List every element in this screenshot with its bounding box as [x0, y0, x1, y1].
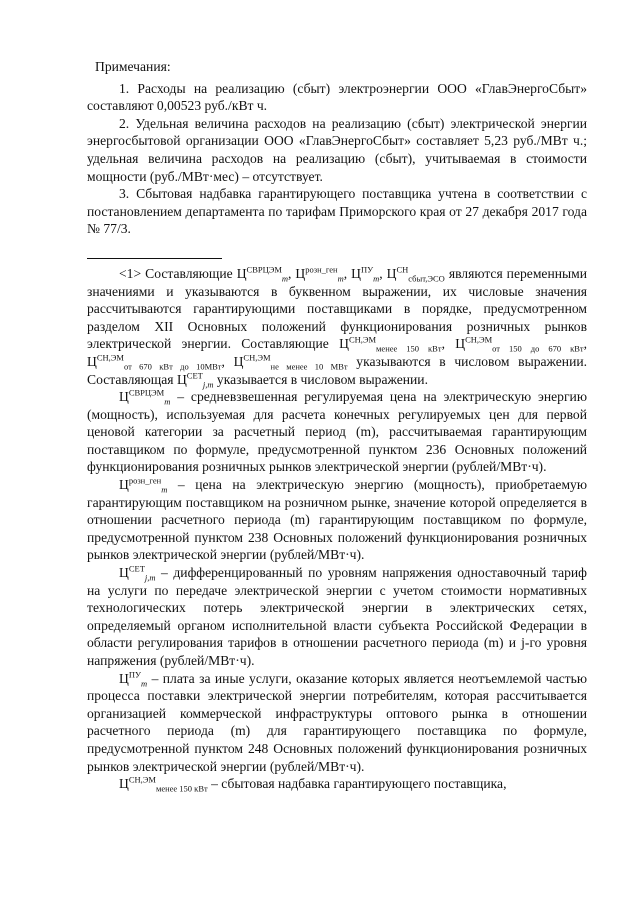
- symbol-sn-sbyt: $Ц^{СН}_{сбыт,ЭСО}$: [386, 264, 445, 284]
- footnote-paragraph-1: <1> Составляющие $Ц^{СВРЦЭМ}_m$, $Ц^{розн\_ген}_m$, $Ц^{ПУ}_m$, $Ц^{СН}_{сбыт,ЭСО}$ являются переменными значениями и указываются в буквенном выражении, их числовые значения рассчитываются гарантирующими поставщиками в порядке, предусмотренном разделом XII Основных положений функционирования розничных рынков электрической энергии. Составляющие $Ц^{СН,ЭМ}_{менее 150 кВт}$, $Ц^{СН,ЭМ}_{от 150 до 670 кВт}$, $Ц^{СН,ЭМ}_{от 670 кВт до 10МВт}$, $Ц^{СН,ЭМ}_{не менее 10 МВт}$ указываются в числовом выражении. Составляющая $Ц^{СЕТ}_{j,m}$ указывается в числовом выражении.: [87, 264, 588, 390]
- symbol-sn-lt150: $Ц^{СН,ЭМ}_{менее 150 кВт}$: [339, 334, 442, 355]
- p1-tail: указывается в числовом выражении.: [216, 371, 428, 387]
- footnote-marker: <1>: [119, 265, 142, 281]
- document-page: [87, 58, 587, 793]
- note-2: 2. Удельная величина расходов на реализацию (сбыт) электрической энергии энергосбытовой организации ООО «ГлавЭнергоСбыт» составляет 5,23 руб./МВт ч.; удельная величина расходов на реализацию (сбыт), учитываемая в стоимости мощности (руб./МВт·мес) – отсутствует.: [87, 115, 587, 184]
- notes-section: [87, 58, 587, 238]
- symbol-rozn-gen: $Ц^{розн\_ген}_m$: [295, 264, 344, 284]
- footnote-separator: [87, 258, 222, 259]
- symbol-rozn-def: $Ц^{розн\_ген}_m$: [119, 475, 168, 495]
- symbol-sn-150-670: $Ц^{СН,ЭМ}_{от 150 до 670 кВт}$: [455, 334, 584, 355]
- symbol-set: $Ц^{СЕТ}_{j,m}$: [176, 369, 214, 390]
- symbol-set-def: $Ц^{СЕТ}_{j,m}$: [119, 563, 156, 583]
- footnote-paragraph-set: [87, 564, 587, 670]
- set-definition: – дифференцированный по уровням напряжения одноставочный тариф на услуги по передаче электрической энергии с учетом стоимости нормативных технологических потерь электрической энергии в электрических сетях, определяемый органом исполнительной власти субъекта Российской Федерации в области регулирования тарифов в отношении расчетного периода (m) и j-го уровня напряжения (рублей/МВт·ч).: [87, 565, 587, 668]
- sn-definition: – сбытовая надбавка гарантирующего поставщика,: [211, 776, 507, 792]
- symbol-pu: $Ц^{ПУ}_m$: [351, 264, 380, 284]
- note-3: 3. Сбытовая надбавка гарантирующего поставщика учтена в соответствии с постановлением департамента по тарифам Приморского края от 27 декабря 2017 года № 77/3.: [87, 186, 587, 237]
- p1-mid: указываются в числовом выражении. Составляющая: [87, 353, 588, 387]
- svrcem-definition: – средневзвешенная регулируемая цена на электрическую энергию (мощность), используемая для расчета конечных регулируемых цен для первой ценовой категории за расчетный период (m), рассчитываемая гарантирующим поставщиком по формуле, предусмотренной пунктом 236 Основных положений функционирования розничных рынков электрической энергии (рублей/МВт·ч).: [87, 389, 587, 475]
- footnote-paragraph-pu: [87, 670, 587, 776]
- symbol-sn-ge10: $Ц^{СН,ЭМ}_{не менее 10 МВт}$: [233, 352, 348, 372]
- symbol-svrcem: $Ц^{СВРЦЭМ}_m$: [236, 264, 289, 284]
- symbol-svrcem-def: $Ц^{СВРЦЭМ}_m$: [119, 387, 171, 407]
- symbol-sn-def: $Ц^{СН,ЭМ}_{менее 150 кВт}$: [119, 774, 208, 794]
- footnote-paragraph-rozn: [87, 476, 587, 564]
- symbol-pu-def: $Ц^{ПУ}_m$: [119, 669, 148, 689]
- footnote-paragraph-svrcem: [87, 388, 587, 476]
- footnote-paragraph-sn: [87, 775, 587, 793]
- rozn-definition: – цена на электрическую энергию (мощность), приобретаемую гарантирующим поставщиком на розничном рынке, значение которой определяется в отношении расчетного периода (m) гарантирующим поставщиком по формуле, предусмотренной пунктом 238 Основных положений функционирования розничных рынков электрической энергии (рублей/МВт·ч).: [87, 477, 587, 563]
- pu-definition: – плата за иные услуги, оказание которых является неотъемлемой частью процесса поставки электрической энергии потребителям, которая рассчитывается организацией коммерческой инфраструктуры оптового рынка в отношении расчетного периода (m) для гарантирующего поставщика по формуле, предусмотренной пунктом 248 Основных положений функционирования розничных рынков электрической энергии (рублей/МВт·ч).: [87, 670, 587, 774]
- notes-title: Примечания:: [95, 59, 171, 74]
- note-1: 1. Расходы на реализацию (сбыт) электроэнергии ООО «ГлавЭнергоСбыт» составляют 0,00523 руб./кВт ч.: [87, 80, 587, 114]
- footnote-section: [87, 265, 587, 793]
- symbol-sn-670-10: $Ц^{СН,ЭМ}_{от 670 кВт до 10МВт}$: [87, 352, 222, 372]
- p1-body: являются переменными значениями и указываются в буквенном выражении, их числовые значения рассчитываются гарантирующими поставщиками в порядке, предусмотренном разделом XII Основных положений функционирования розничных рынков электрической энергии. Составляющие: [87, 265, 588, 352]
- p1-lead: Составляющие: [145, 265, 233, 281]
